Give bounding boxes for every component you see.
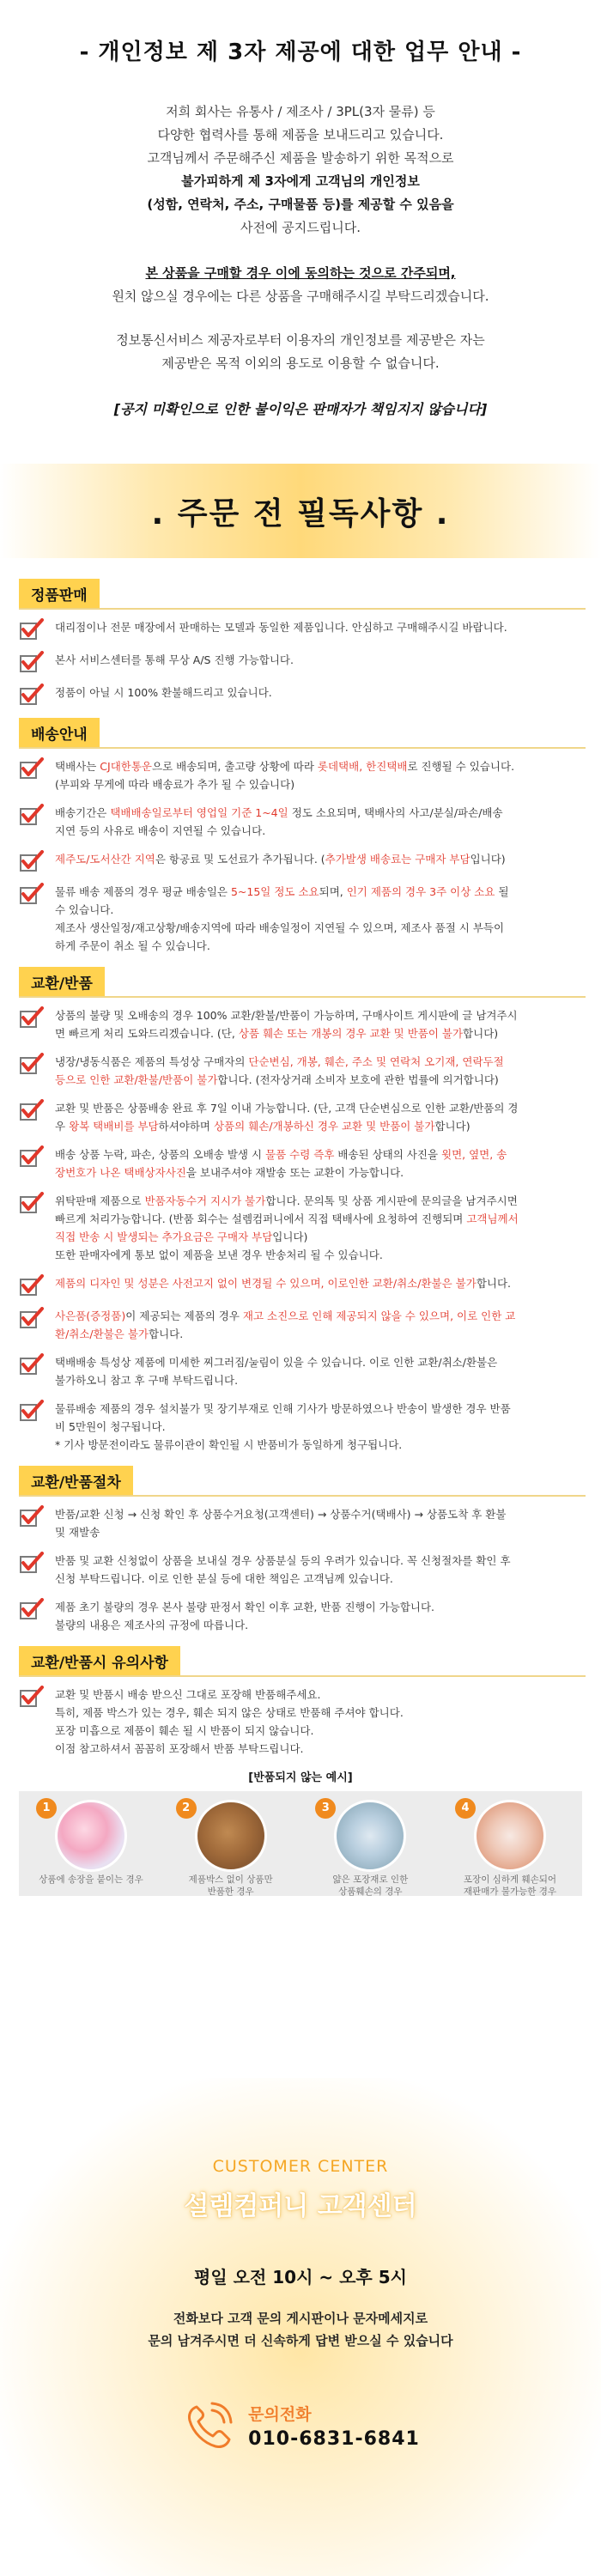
list-item (19, 618, 582, 641)
phone-label: 문의전화 (248, 2405, 312, 2424)
list-item (19, 1505, 582, 1541)
item-text: 대리점이나 전문 매장에서 판매하는 모델과 동일한 제품입니다. 안심하고 구매해주시길 바랍니다. (55, 621, 507, 634)
privacy-line-bold: (성함, 연락처, 주소, 구매물품 등)를 제공할 수 있음을 (147, 197, 454, 212)
contact-description: 전화보다 고객 문의 게시판이나 문자메세지로 문의 남겨주시면 더 신속하게 답변 받으실 수 있습니다 (148, 2311, 453, 2348)
check-icon (19, 850, 45, 872)
list-item (19, 1552, 582, 1588)
item-text: 정품이 아닐 시 100% 환불해드리고 있습니다. (55, 686, 272, 699)
item-text: 상품의 불량 및 오배송의 경우 100% 교환/환불/반품이 가능하며, 구매사이트 게시판에 글 남겨주시 면 빠르게 처리 도와드리겠습니다. (단, 상품 훼손 또는 개봉의 경우 교환 및 반품이 불가합니다) (55, 1009, 518, 1040)
customer-center-label: CUSTOMER CENTER (212, 2157, 389, 2176)
examples-title: [반품되지 않는 예시] (248, 1771, 353, 1784)
list-item (19, 850, 582, 872)
check-icon (19, 1145, 45, 1168)
check-icon (19, 1552, 45, 1574)
list-item (19, 1145, 582, 1182)
item-text: 교환 및 반품시 배송 받으신 그대로 포장해 반품해주세요. 특히, 제품 박스가 있는 경우, 훼손 되지 않은 상태로 반품해 주셔야 합니다. 포장 미흡으로 제품이 훼손 될 시 반품이 되지 않습니다. 이점 참고하셔서 꼼꼼히 포장해서 반품 부탁드립니다. (55, 1688, 404, 1755)
check-icon (19, 683, 45, 706)
section-title: 교환/반품절차 (19, 1466, 133, 1495)
list-item (19, 883, 582, 955)
item-text: 교환 및 반품은 상품배송 완료 후 7일 이내 가능합니다. (단, 고객 단순변심으로 인한 교환/반품의 경 우 왕복 택배비를 부담하셔야하며 상품의 훼손/개봉하신 경우 교환 및 반품이 불가합니다) (55, 1102, 519, 1133)
no-box-product-image (195, 1800, 267, 1872)
check-icon (19, 1505, 45, 1528)
example-caption: 상품에 송장을 붙이는 경우 (39, 1874, 143, 1885)
privacy-line: 사전에 공지드립니다. (240, 220, 361, 235)
privacy-paragraph-1 (0, 100, 601, 240)
example-caption: 얇은 포장재로 인한 상품훼손의 경우 (332, 1874, 409, 1897)
section-title: 교환/반품시 유의사항 (19, 1646, 180, 1675)
item-text: 반품/교환 신청 → 신청 확인 후 상품수거요청(고객센터) → 상품수거(택배사) → 상품도착 후 환불 및 재발송 (55, 1508, 507, 1539)
section-procedure (0, 1466, 601, 1634)
item-text: 택배배송 특성상 제품에 미세한 찌그러짐/눌림이 있을 수 있습니다. 이로 인한 교환/취소/환불은 불가하오니 참고 후 구매 부탁드립니다. (55, 1356, 498, 1387)
list-item (19, 757, 582, 793)
section-divider (19, 996, 586, 998)
notice-sections (0, 567, 601, 1896)
item-text: 사은품(증정품)이 제공되는 제품의 경우 재고 소진으로 인해 제공되지 않을 수 있으며, 이로 인한 교 환/취소/환불은 불가합니다. (55, 1309, 516, 1340)
example-item (450, 1798, 570, 1897)
item-text: 냉장/냉동식품은 제품의 특성상 구매자의 단순변심, 개봉, 훼손, 주소 및 연락처 오기재, 연락두절 등으로 인한 교환/환불/반품이 불가합니다. (전자상거래 소비자 보호에 관한 법률에 의거합니다) (55, 1055, 504, 1086)
privacy-title: - 개인정보 제 3자 제공에 대한 업무 안내 - (79, 39, 522, 65)
privacy-line: 제공받은 목적 이외의 용도로 이용할 수 없습니다. (161, 355, 440, 371)
privacy-warning: [공지 미확인으로 인한 불이익은 판매자가 책임지지 않습니다] (113, 401, 488, 417)
privacy-line: 다양한 협력사를 통해 제품을 보내드리고 있습니다. (157, 127, 444, 143)
section-header (19, 1466, 586, 1498)
check-icon (19, 1274, 45, 1297)
check-icon (19, 1353, 45, 1376)
privacy-line: 원치 않으실 경우에는 다른 상품을 구매해주시길 부탁드리겠습니다. (112, 289, 489, 304)
privacy-paragraph-3 (0, 329, 601, 375)
check-icon (19, 1307, 45, 1329)
privacy-line: 고객님께서 주문해주신 제품을 발송하기 위한 목적으로 (147, 150, 454, 166)
section-header (19, 1646, 586, 1679)
check-icon (19, 1099, 45, 1121)
list-item (19, 1006, 582, 1042)
must-read-banner (0, 464, 601, 558)
list-item (19, 683, 582, 706)
damaged-package-image (474, 1800, 546, 1872)
check-icon (19, 1053, 45, 1075)
check-icon (19, 1686, 45, 1708)
example-number: 2 (176, 1798, 197, 1819)
item-text: 제품의 디자인 및 성분은 사전고지 없이 변경될 수 있으며, 이로인한 교환/취소/환불은 불가합니다. (55, 1277, 512, 1290)
example-caption: 포장이 심하게 훼손되어 재판매가 불가능한 경우 (463, 1874, 557, 1897)
item-text: 제품 초기 불량의 경우 본사 불량 판정서 확인 이후 교환, 반품 진행이 가능합니다. 불량의 내용은 제조사의 규정에 따릅니다. (55, 1601, 435, 1631)
check-icon (19, 1006, 45, 1029)
privacy-paragraph-2 (0, 262, 601, 308)
section-header (19, 579, 586, 611)
example-item (171, 1798, 291, 1897)
list-item (19, 1307, 582, 1343)
privacy-consent-line: 본 상품을 구매할 경우 이에 동의하는 것으로 간주되며, (145, 265, 456, 281)
item-text: 물류 배송 제품의 경우 평균 배송일은 5~15일 정도 소요되며, 인기 제품의 경우 3주 이상 소요 될 수 있습니다. 제조사 생산일정/재고상황/배송지역에 따라 배송일정이 지연될 수 있으며, 제조사 품절 시 부득이 하게 주문이 취소 될 수 있습니다. (55, 885, 509, 952)
item-text: 위탁판매 제품으로 반품자동수거 지시가 불가합니다. 문의톡 및 상품 게시판에 문의글을 남겨주시면 빠르게 처리가능합니다. (반품 회수는 설렘컴퍼니에서 직접 택배사에 요청하여 진행되며 고객님께서 직접 반송 시 발생되는 추가요금은 구매자 부담입니다) 또한 판매자에게 통보 없이 제품을 보낸 경우 반송처리 될 수 있습니다. (55, 1194, 519, 1261)
item-text: 제주도/도서산간 지역은 항공료 및 도선료가 추가됩니다. (추가발생 배송료는 구매자 부담입니다) (55, 853, 506, 866)
thin-packaging-image (334, 1800, 406, 1872)
privacy-line: 저희 회사는 유통사 / 제조사 / 3PL(3자 물류) 등 (166, 104, 435, 119)
section-title: 정품판매 (19, 579, 100, 608)
section-exchange-return (0, 967, 601, 1454)
item-text: 배송 상품 누락, 파손, 상품의 오배송 발생 시 물품 수령 즉후 배송된 상태의 사진을 윗면, 옆면, 송 장번호가 나온 택배상자사진을 보내주셔야 재발송 또는 교환이 가능합니다. (55, 1148, 507, 1179)
list-item (19, 1099, 582, 1135)
list-item (19, 1598, 582, 1634)
check-icon (19, 1598, 45, 1620)
privacy-line-bold: 불가피하게 제 3자에게 고객님의 개인정보 (181, 173, 420, 189)
privacy-notice (0, 0, 601, 447)
list-item (19, 651, 582, 673)
check-icon (19, 618, 45, 641)
check-icon (19, 804, 45, 826)
item-text: 배송기간은 택배배송일로부터 영업일 기준 1~4일 정도 소요되며, 택배사의 사고/분실/파손/배송 지연 등의 사유로 배송이 지연될 수 있습니다. (55, 806, 503, 837)
example-item (310, 1798, 430, 1897)
phone-number[interactable]: 010-6831-6841 (248, 2428, 420, 2450)
section-divider (19, 608, 586, 610)
customer-center (0, 2078, 601, 2576)
privacy-line: 정보통신서비스 제공자로부터 이용자의 개인정보를 제공받은 자는 (116, 332, 485, 348)
check-icon (19, 1192, 45, 1214)
banner-title: . 주문 전 필독사항 . (151, 495, 450, 532)
list-item (19, 1353, 582, 1389)
section-divider (19, 1495, 586, 1497)
check-icon (19, 883, 45, 905)
section-title: 배송안내 (19, 718, 100, 747)
section-divider (19, 1675, 586, 1677)
check-icon (19, 1400, 45, 1422)
business-hours: 평일 오전 10시 ~ 오후 5시 (194, 2267, 407, 2287)
item-text: 본사 서비스센터를 통해 무상 A/S 진행 가능합니다. (55, 653, 294, 666)
section-header (19, 718, 586, 750)
list-item (19, 1192, 582, 1264)
list-item (19, 1686, 582, 1758)
section-genuine (0, 579, 601, 706)
item-text: 택배사는 CJ대한통운으로 배송되며, 출고량 상황에 따라 롯데택배, 한진택배로 진행될 수 있습니다. (부피와 무게에 따라 배송료가 추가 될 수 있습니다) (55, 760, 515, 791)
non-returnable-examples (19, 1791, 582, 1896)
list-item (19, 1053, 582, 1089)
check-icon (19, 757, 45, 780)
example-number: 4 (455, 1798, 476, 1819)
section-title: 교환/반품 (19, 967, 105, 996)
item-text: 반품 및 교환 신청없이 상품을 보내실 경우 상품분실 등의 우려가 있습니다. 꼭 신청절차를 확인 후 신청 부탁드립니다. 이로 인한 분실 등에 대한 책임은 고객님께 있습니다. (55, 1554, 511, 1585)
phone-icon (181, 2398, 236, 2453)
section-header (19, 967, 586, 999)
section-divider (19, 747, 586, 749)
section-caution (0, 1646, 601, 1758)
check-icon (19, 651, 45, 673)
item-text: 물류배송 제품의 경우 설치불가 및 장기부재로 인해 기사가 방문하였으나 반송이 발생한 경우 반품 비 5만원이 청구됩니다. * 기사 방문전이라도 물류이관이 확인될 시 반품비가 동일하게 청구됩니다. (55, 1402, 511, 1451)
example-item (31, 1798, 151, 1889)
list-item (19, 1400, 582, 1454)
example-number: 3 (315, 1798, 336, 1819)
phone-contact (0, 2398, 601, 2453)
list-item (19, 1274, 582, 1297)
list-item (19, 804, 582, 840)
example-number: 1 (36, 1798, 57, 1819)
label-on-product-image (55, 1800, 127, 1872)
example-caption: 제품박스 없이 상품만 반품한 경우 (188, 1874, 273, 1897)
customer-center-title: 설렘컴퍼니 고객센터 (184, 2191, 417, 2221)
section-shipping (0, 718, 601, 955)
